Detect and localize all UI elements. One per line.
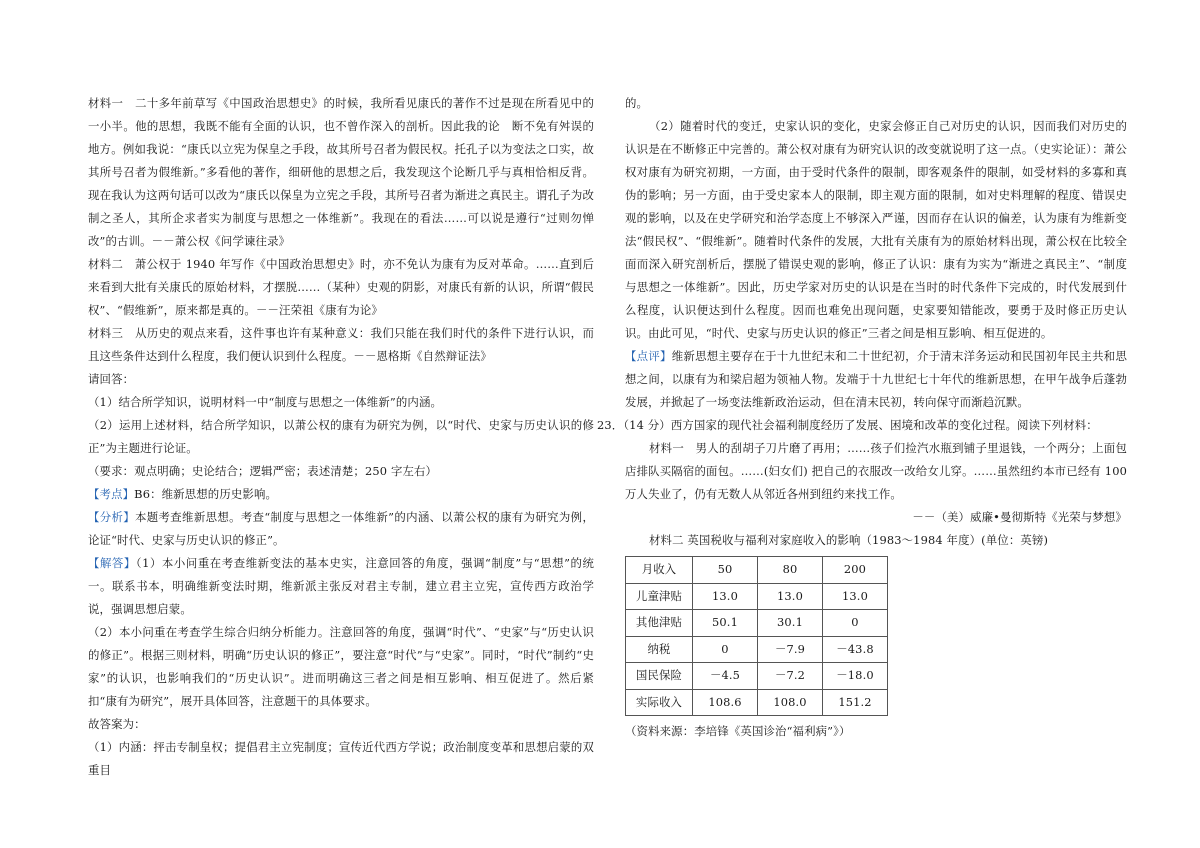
- table-cell: 纳税: [626, 636, 693, 663]
- table-row: [626, 583, 888, 610]
- kaodian-section: [88, 483, 594, 506]
- table-cell: 80: [758, 557, 823, 584]
- jieda-tag: 【解答】: [88, 556, 136, 570]
- question-prompt: 请回答：: [88, 372, 135, 386]
- table-source: （资料来源：李培锋《英国诊治“福利病”》）: [625, 724, 851, 738]
- table-row: [626, 636, 888, 663]
- jieda-text: （1）本小问重在考查维新变法的基本史实，注意回答的角度，强调“制度”与“思想”的统一。联系书本，明确维新变法时期，维新派主张反对君主专制，建立君主立宪，宣传西方政治学说，强调思想启蒙。: [88, 556, 594, 616]
- q23-material-two-title: 材料二 英国税收与福利对家庭收入的影响（1983～1984 年度）(单位：英镑): [649, 533, 1049, 547]
- q23-material-one-source: －－（美）威廉•曼彻斯特《光荣与梦想》: [912, 510, 1127, 524]
- table-cell: 108.0: [758, 689, 823, 716]
- table-cell: －7.9: [758, 636, 823, 663]
- table-cell: －4.5: [693, 663, 758, 690]
- jieda-section: [88, 552, 594, 621]
- table-cell: 200: [823, 557, 888, 584]
- table-cell: －18.0: [823, 663, 888, 690]
- table-cell: 其他津贴: [626, 610, 693, 637]
- answer-2: （2）随着时代的变迁，史家认识的变化，史家会修正自己对历史的认识，因而我们对历史的认识是在不断修正中完善的。萧公权对康有为研究认识的改变就说明了这一点。（史实论证）：萧公权对康有为研究初期，一方面，由于受时代条件的限制，即客观条件的限制，如受材料的多寡和真伪的影响；另一方面，由于受史家本人的限制，即主观方面的限制，如对史料理解的程度、错误史观的影响，以及在史学研究和治学态度上不够深入严谨，因而存在认识的偏差，认为康有为维新变法“假民权”、“假维新”。随着时代条件的发展，大批有关康有为的原始材料出现，萧公权在比较全面而深入研究剖析后，摆脱了错误史观的影响，修正了认识：康有为实为“渐进之真民主”、“制度与思想之一体维新”。因此，历史学家对历史的认识是在当时的时代条件下完成的，时代发展到什么程度，认识便达到什么程度。因而也难免出现问题，史家要知错能改，要勇于及时修正历史认识。由此可见，“时代、史家与历史认识的修正”三者之间是相互影响、相互促进的。: [625, 119, 1127, 340]
- table-row: [626, 557, 888, 584]
- table-cell: 月收入: [626, 557, 693, 584]
- answer-intro: 故答案为：: [88, 717, 146, 731]
- q23-material-one: 材料一 男人的刮胡子刀片磨了再用；……孩子们捡汽水瓶到铺子里退钱，一个两分；上面包店排队买隔宿的面包。……(妇女们) 把自己的衣服改一改给女儿穿。……虽然纽约本市已经有 100 万人失业了，仍有无数人从邻近各州到纽约来找工作。: [625, 441, 1127, 501]
- table-cell: 实际收入: [626, 689, 693, 716]
- table-cell: 50.1: [693, 610, 758, 637]
- table-cell: 13.0: [758, 583, 823, 610]
- fenxi-tag: 【分析】: [88, 510, 136, 524]
- table-cell: 151.2: [823, 689, 888, 716]
- dianping-tag: 【点评】: [625, 349, 672, 363]
- material-one: 材料一 二十多年前草写《中国政治思想史》的时候，我所看见康氏的著作不过是现在所看见中的一小半。他的思想，我既不能有全面的认识，也不曾作深入的剖析。因此我的论 断不免有舛误的地方。例如我说：“康氏以立宪为保皇之手段，故其所号召者为假民权。托孔子以为变法之口实，故其所号召者为假维新。”多看他的著作，细研他的思想之后，我发现这个论断几乎与真相恰相反背。现在我认为这两句话可以改为“康氏以保皇为立宪之手段，其所号召者为渐进之真民主。谓孔子为改制之圣人，其所企求者实为制度与思想之一体维新”。我现在的看法……可以说是遵行“过则勿惮改”的古训。－－萧公权《问学谏往录》: [88, 96, 594, 248]
- kaodian-text: B6：维新思想的历史影响。: [134, 487, 278, 501]
- table-cell: 0: [823, 610, 888, 637]
- table-cell: －7.2: [758, 663, 823, 690]
- table-cell: 0: [693, 636, 758, 663]
- table-cell: 13.0: [693, 583, 758, 610]
- dianping-section: [625, 345, 1127, 414]
- table-cell: 国民保险: [626, 663, 693, 690]
- question-2: （2）运用上述材料，结合所学知识，以萧公权的康有为研究为例，以“时代、史家与历史认识的修正”为主题进行论证。: [88, 418, 594, 455]
- question-requirements: （要求：观点明确；史论结合；逻辑严密；表述清楚；250 字左右）: [88, 464, 438, 478]
- table-row: [626, 689, 888, 716]
- question-23: 23．（14 分）西方国家的现代社会福利制度经历了发展、困境和改革的变化过程。阅读下列材料：: [597, 418, 1098, 432]
- table-cell: 50: [693, 557, 758, 584]
- welfare-table: [625, 556, 888, 716]
- fenxi-text: 本题考查维新思想。考查“制度与思想之一体维新”的内涵、以萧公权的康有为研究为例，论证“时代、史家与历史认识的修正”。: [88, 510, 594, 547]
- table-cell: 108.6: [693, 689, 758, 716]
- material-three: 材料三 从历史的观点来看，这件事也许有某种意义：我们只能在我们时代的条件下进行认识，而且这些条件达到什么程度，我们便认识到什么程度。－－恩格斯《自然辩证法》: [88, 326, 594, 363]
- fenxi-section: [88, 506, 594, 552]
- answer-1-continued: 的。: [625, 96, 649, 110]
- table-cell: 儿童津贴: [626, 583, 693, 610]
- table-row: [626, 610, 888, 637]
- left-column: [88, 92, 594, 782]
- table-cell: －43.8: [823, 636, 888, 663]
- table-cell: 13.0: [823, 583, 888, 610]
- kaodian-tag: 【考点】: [88, 487, 135, 501]
- answer-1: （1）内涵：抨击专制皇权；提倡君主立宪制度；宣传近代西方学说；政治制度变革和思想启蒙的双重目: [88, 740, 594, 777]
- material-two: 材料二 萧公权于 1940 年写作《中国政治思想史》时，亦不免认为康有为反对革命。……直到后来看到大批有关康氏的原始材料，才摆脱……（某种）史观的阴影，对康氏有新的认识，所谓“假民权”、“假维新”，原来都是真的。－－汪荣祖《康有为论》: [88, 257, 594, 317]
- right-column: [597, 92, 1127, 743]
- jieda-part-2: （2）本小问重在考查学生综合归纳分析能力。注意回答的角度，强调“时代”、“史家”与“历史认识的修正”。根据三则材料，明确“历史认识的修正”，要注意“时代”与“史家”。同时，“时代”制约“史家”的认识，也影响我们的“历史认识”。进而明确这三者之间是相互影响、相互促进了。然后紧扣“康有为研究”，展开具体回答，注意题干的具体要求。: [88, 625, 594, 708]
- dianping-text: 维新思想主要存在于十九世纪末和二十世纪初，介于清末洋务运动和民国初年民主共和思想之间，以康有为和梁启超为领袖人物。发端于十九世纪七十年代的维新思想，在甲午战争后蓬勃发展，并掀起了一场变法维新政治运动，但在清末民初，转向保守而渐趋沉默。: [625, 349, 1127, 409]
- question-1: （1）结合所学知识，说明材料一中“制度与思想之一体维新”的内涵。: [88, 395, 443, 409]
- table-cell: 30.1: [758, 610, 823, 637]
- table-row: [626, 663, 888, 690]
